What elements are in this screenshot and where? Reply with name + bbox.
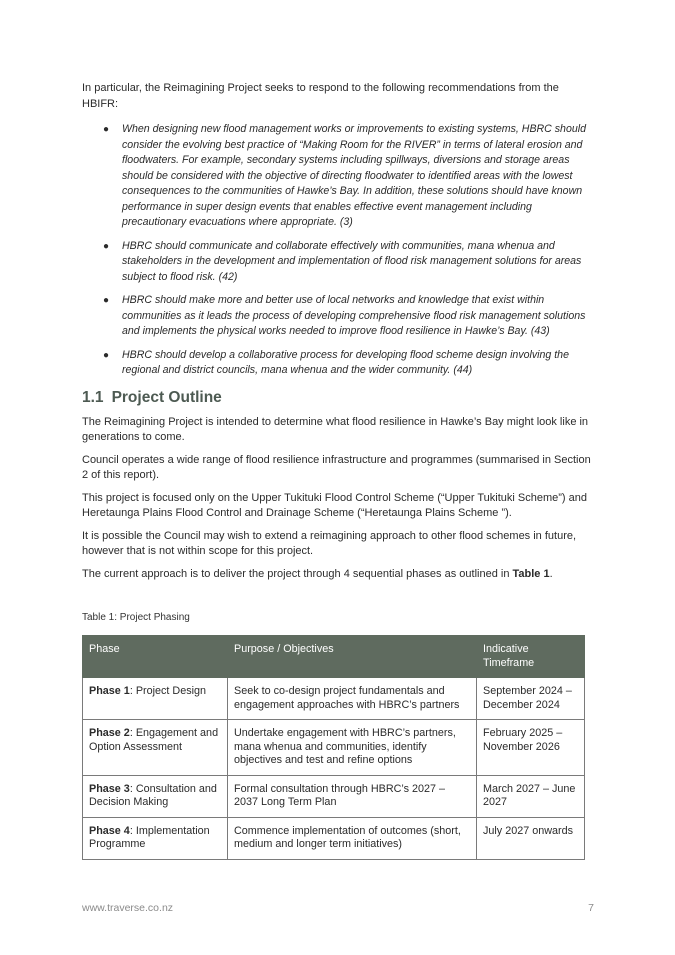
purpose-cell: Undertake engagement with HBRC’s partners, mana whenua and communities, identify objectives and test and refine options bbox=[228, 720, 477, 776]
bullet-icon: ● bbox=[103, 349, 110, 361]
intro-paragraph: In particular, the Reimagining Project seeks to respond to the following recommendations from the HBIFR: bbox=[82, 82, 559, 110]
list-item bbox=[82, 122, 594, 231]
body-paragraph bbox=[82, 567, 594, 583]
timeframe-cell: September 2024 – December 2024 bbox=[477, 678, 585, 720]
phase-cell bbox=[83, 817, 228, 859]
bullet-icon: ● bbox=[103, 124, 110, 135]
bullet-icon: ● bbox=[103, 240, 110, 252]
table-row bbox=[83, 720, 585, 776]
purpose-cell: Commence implementation of outcomes (short, medium and longer term initiatives) bbox=[228, 817, 477, 859]
table-reference: Table 1 bbox=[512, 567, 550, 580]
body-paragraph: This project is focused only on the Upper Tukituki Flood Control Scheme (“Upper Tukituki Scheme”) and Heretaunga Plains Flood Control and Drainage Scheme (“Heretaunga Plains Scheme ”). bbox=[82, 491, 588, 519]
purpose-cell: Formal consultation through HBRC’s 2027 – 2037 Long Term Plan bbox=[228, 775, 477, 817]
table-row bbox=[83, 678, 585, 720]
table-caption: Table 1: Project Phasing bbox=[82, 612, 190, 623]
phase-label: Phase 1 bbox=[89, 685, 130, 697]
phase-name: : Implementation Programme bbox=[89, 824, 210, 850]
bullet-icon: ● bbox=[103, 295, 110, 306]
section-number: 1.1 bbox=[82, 388, 104, 406]
page-footer bbox=[82, 902, 594, 914]
list-item-text: When designing new flood management works or improvements to existing systems, HBRC should consider the evolving best practice of “Making Room for the RIVER” in terms of lateral erosion and floodwaters. For example, secondary systems including spillways, diversions and storage areas should be considered with the objective of directing floodwater to identified areas with the lowest consequences to the communities of Hawke’s Bay. In addition, these solutions should have known performance in super design events that enables effective event management including precautionary evacuations where appropriate. (3) bbox=[122, 123, 586, 228]
body-paragraph: Council operates a wide range of flood resilience infrastructure and programmes (summarised in Section 2 of this report). bbox=[82, 453, 591, 481]
body-text: The current approach is to deliver the project through 4 sequential phases as outlined in bbox=[82, 567, 513, 580]
page-content bbox=[82, 81, 594, 860]
phase-label: Phase 4 bbox=[89, 824, 130, 837]
list-item-text: HBRC should communicate and collaborate effectively with communities, mana whenua and stakeholders in the development and implementation of flood risk management solutions for areas subject to flood risk. (42) bbox=[122, 239, 582, 283]
project-phasing-table bbox=[82, 635, 585, 860]
table-header-row bbox=[83, 636, 585, 678]
list-item-text: HBRC should develop a collaborative process for developing flood scheme design involving the regional and district councils, mana whenua and the wider community. (44) bbox=[122, 348, 569, 376]
phase-cell bbox=[83, 678, 228, 720]
column-header: Phase bbox=[83, 636, 228, 678]
timeframe-cell: March 2027 – June 2027 bbox=[477, 775, 585, 817]
section-title: Project Outline bbox=[111, 388, 222, 406]
phase-name: : Project Design bbox=[129, 685, 207, 697]
phase-label: Phase 3 bbox=[89, 782, 130, 795]
timeframe-cell: February 2025 – November 2026 bbox=[477, 720, 585, 776]
phase-label: Phase 2 bbox=[89, 727, 130, 739]
section-heading bbox=[82, 389, 594, 407]
page-number: 7 bbox=[588, 902, 594, 914]
phase-cell bbox=[83, 775, 228, 817]
list-item bbox=[82, 239, 594, 286]
column-header: Indicative Timeframe bbox=[477, 636, 585, 678]
column-header: Purpose / Objectives bbox=[228, 636, 477, 678]
purpose-cell: Seek to co-design project fundamentals and engagement approaches with HBRC’s partners bbox=[228, 678, 477, 720]
body-text: . bbox=[549, 567, 553, 580]
list-item bbox=[82, 348, 594, 379]
phase-name: : Consultation and Decision Making bbox=[89, 782, 217, 808]
list-item-text: HBRC should make more and better use of local networks and knowledge that exist within communities as it leads the process of developing comprehensive flood risk management solutions and implements the physical works needed to improve flood resilience in Hawke’s Bay. (43) bbox=[122, 294, 586, 337]
phase-cell bbox=[83, 720, 228, 776]
body-paragraph: It is possible the Council may wish to extend a reimagining approach to other flood schemes in future, however that is not within scope for this project. bbox=[82, 529, 577, 557]
list-item bbox=[82, 293, 594, 340]
body-paragraph: The Reimagining Project is intended to determine what flood resilience in Hawke’s Bay might look like in generations to come. bbox=[82, 415, 589, 443]
recommendations-list bbox=[82, 122, 594, 379]
table-row bbox=[83, 817, 585, 859]
timeframe-cell: July 2027 onwards bbox=[477, 817, 585, 859]
table-row bbox=[83, 775, 585, 817]
footer-website-link[interactable]: www.traverse.co.nz bbox=[82, 902, 174, 914]
phase-name: : Engagement and Option Assessment bbox=[89, 727, 219, 753]
